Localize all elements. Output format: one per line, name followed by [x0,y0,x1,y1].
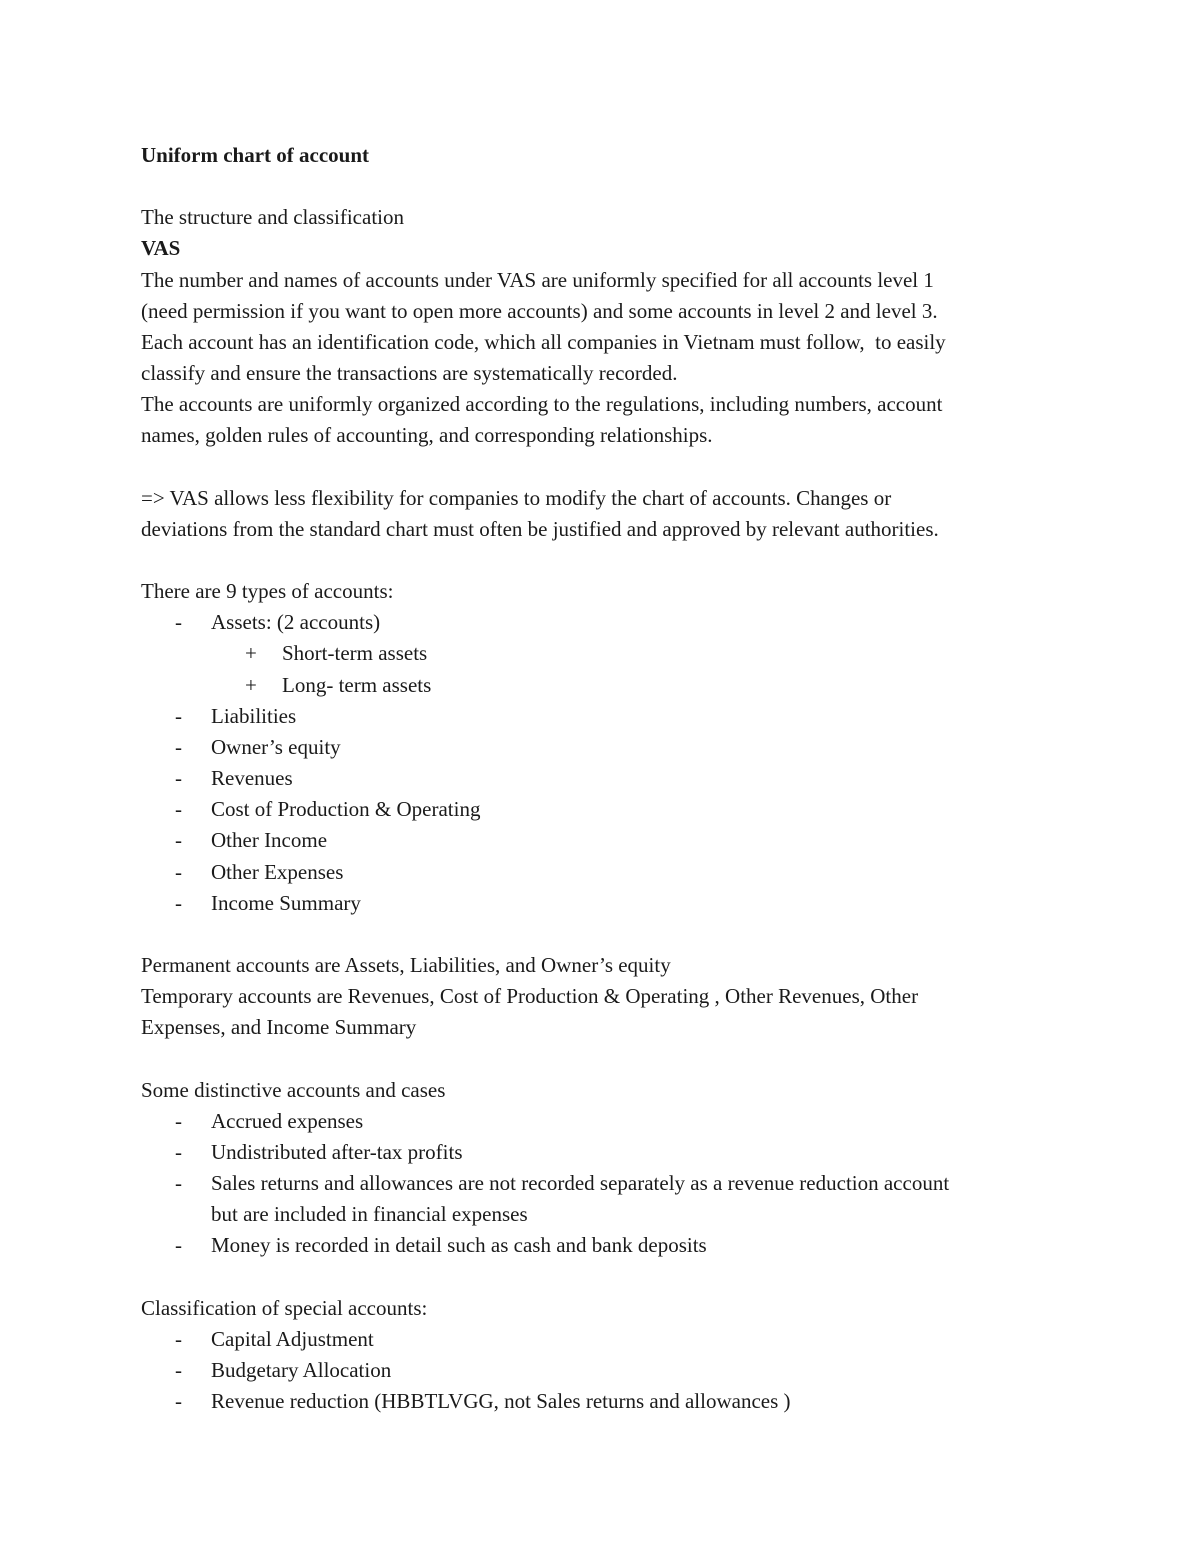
dash-bullet: - [175,859,182,884]
temporary-accounts-line: Expenses, and Income Summary [141,1015,417,1040]
conclusion-line: deviations from the standard chart must often be justified and approved by relevant authorities. [141,516,939,541]
dash-bullet: - [175,1233,182,1258]
spacer [141,545,1061,576]
list-item-text: Liabilities [211,703,297,728]
sub-list-item-text: Short-term assets [282,641,428,666]
list-item-text: Revenue reduction (HBBTLVGG, not Sales returns and allowances ) [211,1389,791,1414]
list-item-text: Assets: (2 accounts) [211,610,381,635]
sub-list-item [141,638,1061,669]
dash-bullet: - [175,610,182,635]
list-item-text: Sales returns and allowances are not recorded separately as a revenue reduction account [211,1171,950,1196]
dash-bullet: - [175,1139,182,1164]
spacer [141,1262,1061,1293]
spacer [141,171,1061,202]
list-item [141,732,1061,763]
permanent-accounts-line: Permanent accounts are Assets, Liabilities, and Owner’s equity [141,953,671,977]
list-item [141,1386,1061,1417]
paragraph-line: The number and names of accounts under VAS are uniformly specified for all accounts level 1 [141,267,934,292]
section-heading-vas: VAS [141,236,181,261]
list-item [141,794,1061,825]
list-item-text: Accrued expenses [211,1108,364,1133]
dash-bullet: - [175,1358,182,1382]
list-item-text: Undistributed after-tax profits [211,1139,463,1164]
list-item [141,1230,1061,1261]
list-item-text: Money is recorded in detail such as cash and bank deposits [211,1233,707,1258]
paragraph-line: (need permission if you want to open more accounts) and some accounts in level 2 and level 3. [141,298,938,323]
list-item-text: Revenues [211,766,293,791]
list-item [141,1355,1061,1386]
paragraph-line: The accounts are uniformly organized according to the regulations, including numbers, account [141,392,943,417]
list-item-text: Budgetary Allocation [211,1358,392,1382]
special-heading: Classification of special accounts: [141,1295,428,1320]
distinctive-heading: Some distinctive accounts and cases [141,1077,446,1102]
plus-bullet: + [245,641,257,666]
list-item [141,1168,1061,1199]
list-item [141,857,1061,888]
dash-bullet: - [175,1171,182,1196]
paragraph-line: classify and ensure the transactions are systematically recorded. [141,361,678,386]
list-item-text: but are included in financial expenses [211,1202,528,1227]
conclusion-line: => VAS allows less flexibility for companies to modify the chart of accounts. Changes or [141,485,892,510]
list-item [141,701,1061,732]
document-title: Uniform chart of account [141,143,370,167]
sub-list-item [141,670,1061,701]
plus-bullet: + [245,672,257,697]
types-heading: There are 9 types of accounts: [141,579,394,604]
list-item [141,1106,1061,1137]
list-item-text: Capital Adjustment [211,1326,374,1351]
list-item [141,763,1061,794]
dash-bullet: - [175,734,182,759]
dash-bullet: - [175,890,182,915]
list-item-text: Other Expenses [211,859,344,884]
dash-bullet: - [175,828,182,853]
dash-bullet: - [175,766,182,791]
spacer [141,919,1061,950]
list-item [141,1137,1061,1168]
temporary-accounts-line: Temporary accounts are Revenues, Cost of Production & Operating , Other Revenues, Other [141,984,919,1009]
sub-list-item-text: Long- term assets [282,672,432,697]
paragraph-line: names, golden rules of accounting, and corresponding relationships. [141,423,713,448]
list-item-text: Other Income [211,828,328,853]
list-item-text: Income Summary [211,890,361,915]
dash-bullet: - [175,1108,182,1133]
list-item [141,1324,1061,1355]
spacer [141,1043,1061,1074]
paragraph-line: Each account has an identification code, which all companies in Vietnam must follow, to easily [141,329,946,354]
dash-bullet: - [175,797,182,822]
list-item [141,825,1061,856]
list-item-text: Owner’s equity [211,734,341,759]
dash-bullet: - [175,1326,182,1351]
list-item-text: Cost of Production & Operating [211,797,481,822]
document-page [141,140,1061,1417]
list-item-continuation [141,1199,1061,1230]
dash-bullet: - [175,1389,182,1414]
spacer [141,452,1061,483]
intro-line: The structure and classification [141,205,404,230]
list-item [141,888,1061,919]
list-item [141,607,1061,638]
dash-bullet: - [175,703,182,728]
